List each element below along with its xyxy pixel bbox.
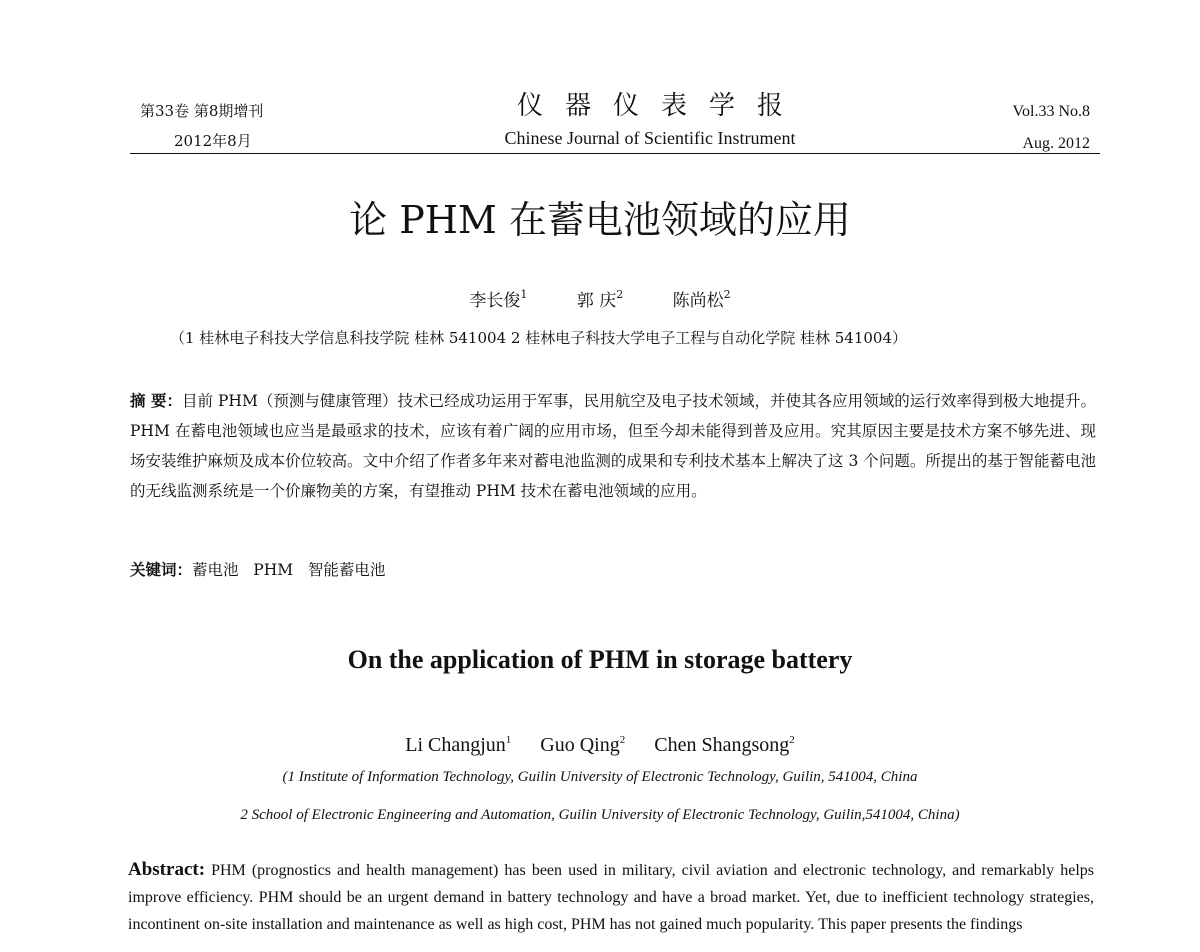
- paper-title-en: On the application of PHM in storage battery: [347, 645, 853, 674]
- journal-name-en: Chinese Journal of Scientific Instrument: [504, 128, 796, 148]
- volume-en: Vol.33 No.8: [1012, 103, 1090, 120]
- authors-cn: [0, 286, 1200, 311]
- abstract-en-label: Abstract:: [128, 859, 206, 880]
- author-cn: 陈尚松$^2$: [672, 288, 731, 311]
- paper-title-cn: 论 PHM 在蓄电池领域的应用: [349, 198, 851, 242]
- affiliations-en: [0, 758, 1200, 834]
- journal-name-cn: 仪器仪表学报: [516, 91, 805, 121]
- keywords-cn-text: 蓄电池 PHM 智能蓄电池: [192, 561, 386, 579]
- header-volume-block: [140, 96, 263, 156]
- author-en: Li Changjun$^1$: [405, 734, 512, 756]
- date-cn: 2012年8月: [174, 132, 252, 150]
- header-divider: [130, 153, 1100, 154]
- affiliations-cn: （1 桂林电子科技大学信息科技学院 桂林 541004 2 桂林电子科技大学电子工程与自动化学院 桂林 541004）: [170, 329, 907, 347]
- author-cn: 郭 庆$^2$: [576, 288, 624, 311]
- journal-name-block: [440, 88, 860, 152]
- abstract-en-text: PHM (prognostics and health management) has been used in military, civil aviation and electronic technology, and remarkably helps improve efficiency. PHM should be an urgent demand in battery technology and have a broad market. Yet, due to inefficient technology strategies, incontinent on-site installation and maintenance as well as high cost, PHM has not gained much popularity. This paper presents the findings: [128, 862, 1094, 933]
- abstract-en: [128, 856, 1094, 938]
- author-cn: 李长俊$^1$: [469, 288, 528, 311]
- authors-en: [0, 724, 1200, 761]
- affiliation-en-1: (1 Institute of Information Technology, Guilin University of Electronic Technology, Guilin, 541004, China: [282, 769, 918, 785]
- affiliation-en-2: 2 School of Electronic Engineering and Automation, Guilin University of Electronic Technology, Guilin,541004, China): [240, 807, 960, 823]
- keywords-cn-label: 关键词：: [130, 560, 193, 579]
- keywords-cn: [130, 556, 1096, 584]
- author-en: Guo Qing$^2$: [540, 734, 626, 756]
- abstract-cn-text: 目前 PHM（预测与健康管理）技术已经成功运用于军事，民用航空及电子技术领域，并使其各应用领域的运行效率得到极大地提升。PHM 在蓄电池领域也应当是最亟求的技术，应该有着广阔的应用市场，但至今却未能得到普及应用。究其原因主要是技术方案不够先进、现场安装维护麻烦及成本价位较高。文中介绍了作者多年来对蓄电池监测的成果和专利技术基本上解决了这 3 个问题。所提出的基于智能蓄电池的无线监测系统是一个价廉物美的方案，有望推动 PHM 技术在蓄电池领域的应用。: [130, 392, 1097, 500]
- header-issue-block: [1013, 96, 1091, 160]
- abstract-cn: [130, 386, 1096, 506]
- abstract-cn-label: 摘 要：: [130, 391, 182, 410]
- volume-cn: 第33卷 第8期增刊: [140, 102, 264, 120]
- date-en: Aug. 2012: [1022, 135, 1090, 152]
- author-en: Chen Shangsong$^2$: [654, 734, 795, 756]
